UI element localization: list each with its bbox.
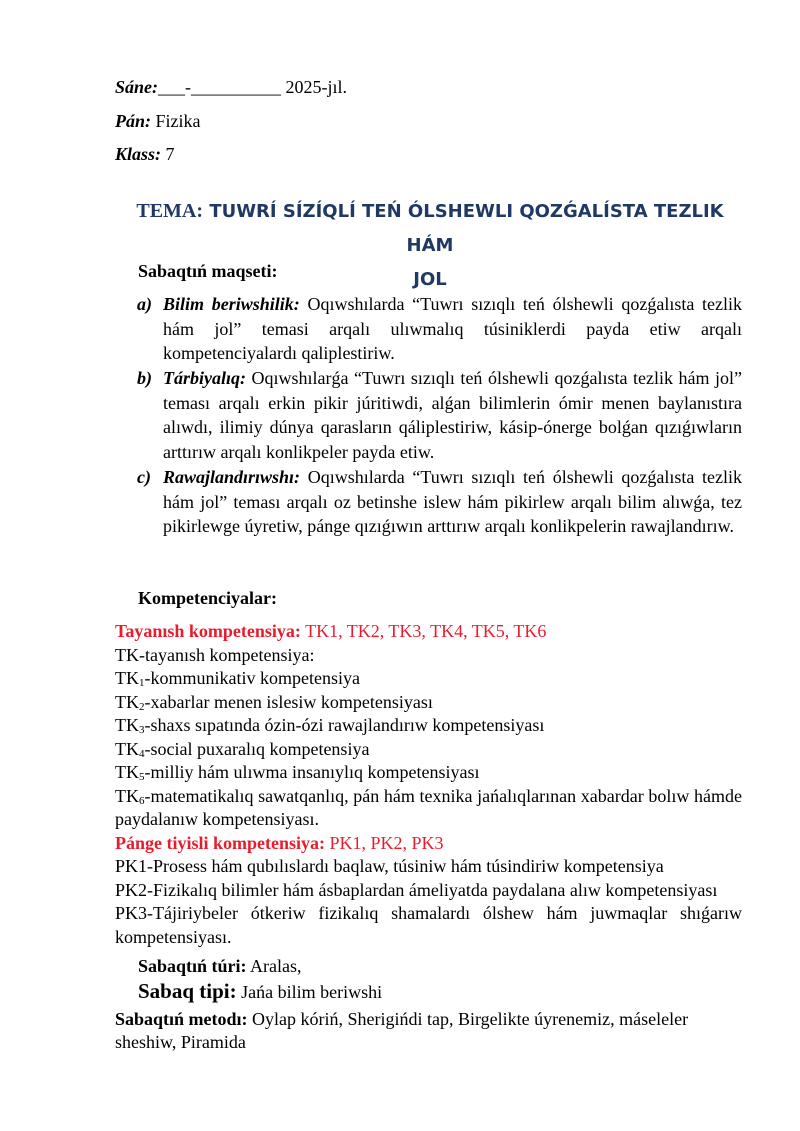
class-value: 7 <box>165 144 175 164</box>
tk-item: $TK_3$-shaxs sıpatında ózin-ózi rawajlandırıw kompetensiyası <box>115 715 545 736</box>
subject-competency-line <box>115 832 742 856</box>
tk-item: $TK_5$-milliy hám ulıwma insanıylıq kompetensiyası <box>115 762 480 783</box>
goal-item-c <box>137 465 742 539</box>
class-line <box>115 143 175 165</box>
lesson-type-label: Sabaqtıń túri: <box>138 956 247 976</box>
lesson-method-value: Oylap kóriń, Sherigińdi tap, Birgelikte úyrenemiz, máseleler sheshiw, Piramida <box>115 1009 689 1052</box>
pk-item: PK2-Fizikalıq bilimler hám ásbaplardan ámeliyatda paydalana alıw kompetensiyası <box>115 879 718 900</box>
goal-text: Oqıwshılarda “Tuwrı sızıqlı teń ólshewli qozǵalısta tezlik hám jol” teması arqalı oz betinshe islew hám pikirlew arqalı bilim alıwǵa, tez pikirlewge úyretiw, pánge qızıǵıwın arttırıw arqalı konlikpelerin rawajlandırıw. <box>163 467 743 536</box>
tk-item: $TK_6$-matematikalıq sawatqanlıq, pán hám texnika jańalıqlarınan xabardar bolıw hámde paydalanıw kompetensiyası. <box>115 785 742 829</box>
subject-competency-value: PK1, PK2, PK3 <box>329 832 444 853</box>
date-line <box>115 76 347 98</box>
pk-item: PK3-Tájiriybeler ótkeriw fizikalıq shamalardı ólshew hám juwmaqlar shıǵarıw kompetensiyası. <box>115 903 742 947</box>
competencies-heading: Kompetenciyalar: <box>138 588 277 608</box>
goal-label: Tárbiyalıq: <box>163 368 246 388</box>
goal-marker: b) <box>137 368 152 388</box>
goal-marker: a) <box>137 294 152 314</box>
lesson-kind-label: Sabaq tipi: <box>138 979 237 1003</box>
goal-marker: c) <box>137 467 151 487</box>
competencies-block <box>115 620 742 949</box>
lesson-method-label: Sabaqtıń metodı: <box>115 1009 248 1029</box>
goals-heading: Sabaqtıń maqseti: <box>138 261 278 281</box>
goal-text: Oqıwshılarǵa “Tuwrı sızıqlı teń ólshewli qozǵalısta tezlik hám jol” teması arqalı erkin pikir júritiwdi, alǵan bilimlerin ómir menen baylanıstıra alıwdı, ilimiy dúnya qarasların qáliplestiriw, kásip-ónerge bolǵan qızıǵıwların arttırıw arqalı konlikpeler payda etiw. <box>163 368 743 462</box>
goal-label: Rawajlandırıwshı: <box>163 467 301 487</box>
date-value: ___-__________ 2025-jıl. <box>158 77 348 97</box>
basic-competency-value: TK1, TK2, TK3, TK4, TK5, TK6 <box>305 621 547 641</box>
goal-item-a <box>137 292 742 366</box>
title-line2: JOL <box>413 269 447 290</box>
tk-item: $TK_4$-social puxaralıq kompetensiya <box>115 738 370 760</box>
lesson-method-line <box>115 1008 742 1053</box>
subject-value: Fizika <box>155 111 201 131</box>
title-prefix: TEMA: <box>136 200 204 222</box>
goal-item-b <box>137 366 742 464</box>
basic-competency-line <box>115 620 742 644</box>
tk-item: $TK_2$-xabarlar menen islesiw kompetensiyası <box>115 691 433 713</box>
goal-label: Bilim beriwshilik: <box>163 294 300 314</box>
subject-competency-label: Pánge tiyisli kompetensiya: <box>115 832 325 853</box>
lesson-kind-value: Jańa bilim beriwshi <box>241 982 383 1002</box>
pk-item: PK1-Prosess hám qubılıslardı baqlaw, túsiniw hám túsindiriw kompetensiya <box>115 856 664 876</box>
class-label: Klass: <box>115 144 162 164</box>
tk-item: $TK_1$-kommunikativ kompetensiya <box>115 668 360 689</box>
basic-competency-label: Tayanısh kompetensiya: <box>115 621 301 641</box>
goal-text: Oqıwshılarda “Tuwrı sızıqlı teń ólshewli qozǵalısta tezlik hám jol” temasi arqalı ulıwmalıq túsiniklerdi payda etiw arqalı kompetenciyalardı qaliplestiriw. <box>163 294 743 363</box>
subject-label: Pán: <box>115 111 151 131</box>
lesson-kind-line <box>138 980 382 1003</box>
date-label: Sáne: <box>115 77 159 97</box>
lesson-type-line <box>138 955 302 977</box>
subject-line <box>115 110 201 132</box>
tk-intro: TK-tayanısh kompetensiya: <box>115 644 315 665</box>
lesson-type-value: Aralas, <box>250 956 302 976</box>
title-line1: TUWRÍ SÍZÍQLÍ TEŃ ÓLSHEWLI QOZǴALÍSTA TEZLIK HÁM <box>209 201 724 256</box>
